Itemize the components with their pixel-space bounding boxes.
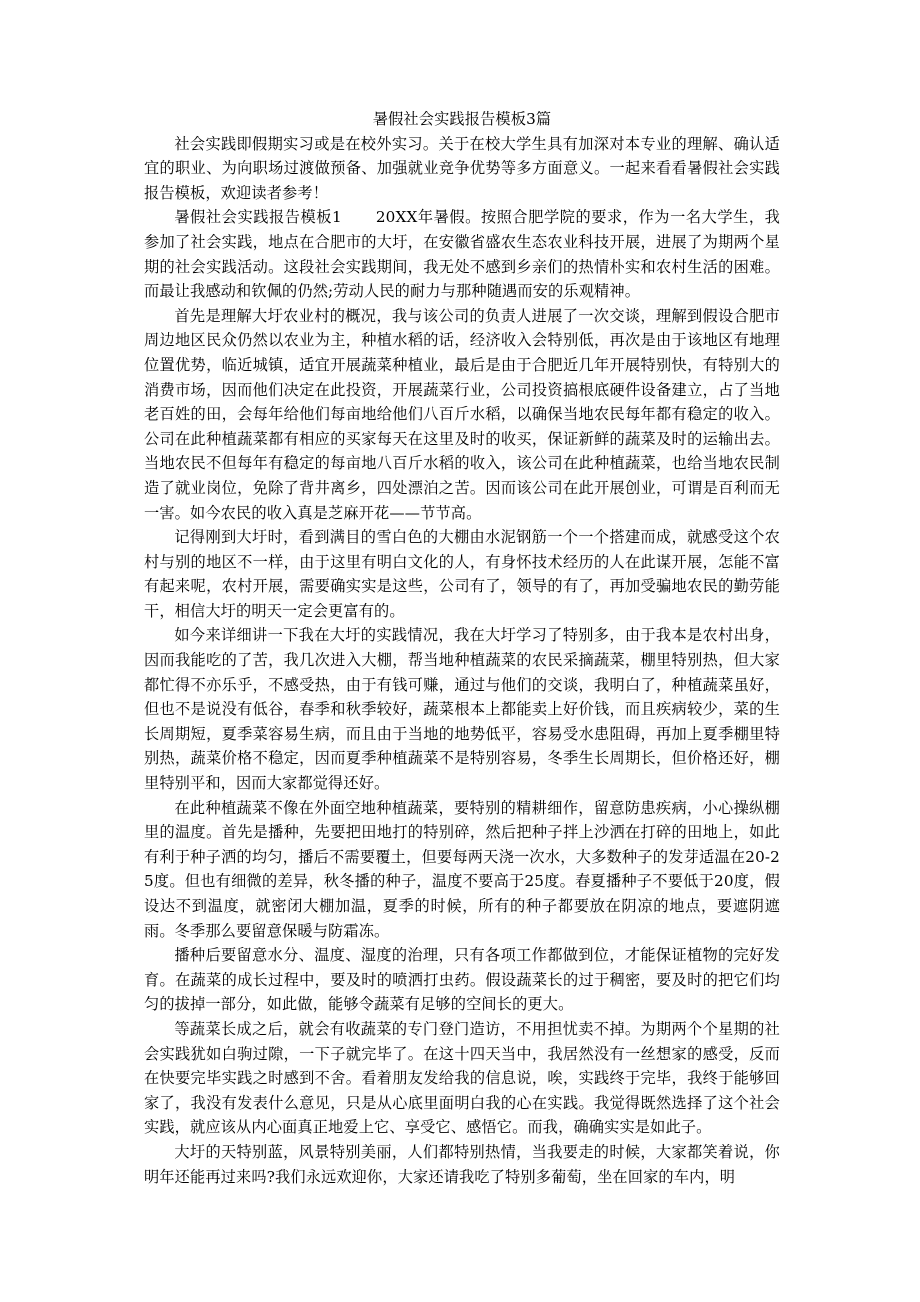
paragraph-intro: 社会实践即假期实习或是在校外实习。关于在校大学生具有加深对本专业的理解、确认适宜的职业、为向职场过渡做预备、加强就业竞争优势等多方面意义。一起来看看暑假社会实践报告模板，欢迎读者参考！ bbox=[144, 134, 780, 202]
document-body bbox=[144, 107, 780, 1189]
report-1-heading: 暑假社会实践报告模板1 bbox=[174, 208, 342, 227]
report-1-text: 20XX年暑假。按照合肥学院的要求，作为一名大学生，我参加了社会实践，地点在合肥市的大圩，在安徽省盛农生态农业科技开展，进展了为期两个星期的社会实践活动。这段社会实践期间，我无处不感到乡亲们的热情朴实和农村生活的困难。而最让我感动和钦佩的仍然;劳动人民的耐力与那种随遇而安的乐观精神。 bbox=[144, 208, 780, 301]
paragraph-management: 播种后要留意水分、温度、湿度的治理，只有各项工作都做到位，才能保证植物的完好发育。在蔬菜的成长过程中，要及时的喷洒打虫药。假设蔬菜长的过于稠密，要及时的把它们均匀的拔掉一部分，如此做，能够令蔬菜有足够的空间长的更大。 bbox=[144, 946, 780, 1014]
paragraph-practice: 如今来详细讲一下我在大圩的实践情况，我在大圩学习了特别多，由于我本是农村出身，因而我能吃的了苦，我几次进入大棚，帮当地种植蔬菜的农民采摘蔬菜，棚里特别热，但大家都忙得不亦乐乎，不感受热，由于有钱可赚，通过与他们的交谈，我明白了，种植蔬菜虽好，但也不是说没有低谷，春季和秋季较好，蔬菜根本上都能卖上好价钱，而且疾病较少，菜的生长周期短，夏季菜容易生病，而且由于当地的地势低平，容易受水患阻碍，再加上夏季棚里特别热，蔬菜价格不稳定，因而夏季种植蔬菜不是特别容易，冬季生长周期长，但价格还好，棚里特别平和，因而大家都觉得还好。 bbox=[144, 626, 780, 793]
paragraph-report-1 bbox=[144, 205, 780, 303]
paragraph-overview: 首先是理解大圩农业村的概况，我与该公司的负责人进展了一次交谈，理解到假设合肥市周边地区民众仍然以农业为主，种植水稻的话，经济收入会特别低，再次是由于该地区有地理位置优势，临近城镇，适宜开展蔬菜种植业，最后是由于合肥近几年开展特别快，有特别大的消费市场，因而他们决定在此投资，开展蔬菜行业，公司投资搞根底硬件设备建立，占了当地老百姓的田，会每年给他们每亩地给他们八百斤水稻，以确保当地农民每年都有稳定的收入。公司在此种植蔬菜都有相应的买家每天在这里及时的收买，保证新鲜的蔬菜及时的运输出去。当地农民不但每年有稳定的每亩地八百斤水稻的收入，该公司在此种植蔬菜，也给当地农民制造了就业岗位，免除了背井离乡，四处漂泊之苦。因而该公司在此开展创业，可谓是百利而无一害。如今农民的收入真是芝麻开花——节节高。 bbox=[144, 306, 780, 522]
paragraph-harvest: 等蔬菜长成之后，就会有收蔬菜的专门登门造访，不用担忧卖不掉。为期两个个星期的社会实践犹如白驹过隙，一下子就完毕了。在这十四天当中，我居然没有一丝想家的感受，反而在快要完毕实践之时感到不舍。看着朋友发给我的信息说，唉，实践终于完毕，我终于能够回家了，我没有发表什么意见，只是从心底里面明白我的心在实践。我觉得既然选择了这个社会实践，就应该从内心面真正地爱上它、享受它、感悟它。而我，确确实实是如此子。 bbox=[144, 1019, 780, 1137]
paragraph-arrival: 记得刚到大圩时，看到满目的雪白色的大棚由水泥钢筋一个一个搭建而成，就感受这个农村与别的地区不一样，由于这里有明白文化的人，有身怀技术经历的人在此谋开展，怎能不富有起来呢，农村开展，需要确实实是这些，公司有了，领导的有了，再加受骗地农民的勤劳能干，相信大圩的明天一定会更富有的。 bbox=[144, 528, 780, 620]
paragraph-planting: 在此种植蔬菜不像在外面空地种植蔬菜，要特别的精耕细作，留意防患疾病，小心操纵棚里的温度。首先是播种，先要把田地打的特别碎，然后把种子拌上沙洒在打碎的田地上，如此有利于种子洒的均匀，播后不需要覆土，但要每两天浇一次水，大多数种子的发芽适温在20-25度。但也有细微的差异，秋冬播的种子，温度不要高于25度。春夏播种子不要低于20度，假设达不到温度，就密闭大棚加温，夏季的时候，所有的种子都要放在阴凉的地点，要遮阴遮雨。冬季那么要留意保暖与防霜冻。 bbox=[144, 798, 780, 940]
paragraph-farewell: 大圩的天特别蓝，风景特别美丽，人们都特别热情，当我要走的时候，大家都笑着说，你明年还能再过来吗?我们永远欢迎你，大家还请我吃了特别多葡萄，坐在回家的车内，明 bbox=[144, 1142, 780, 1186]
document-title: 暑假社会实践报告模板3篇 bbox=[372, 110, 552, 128]
